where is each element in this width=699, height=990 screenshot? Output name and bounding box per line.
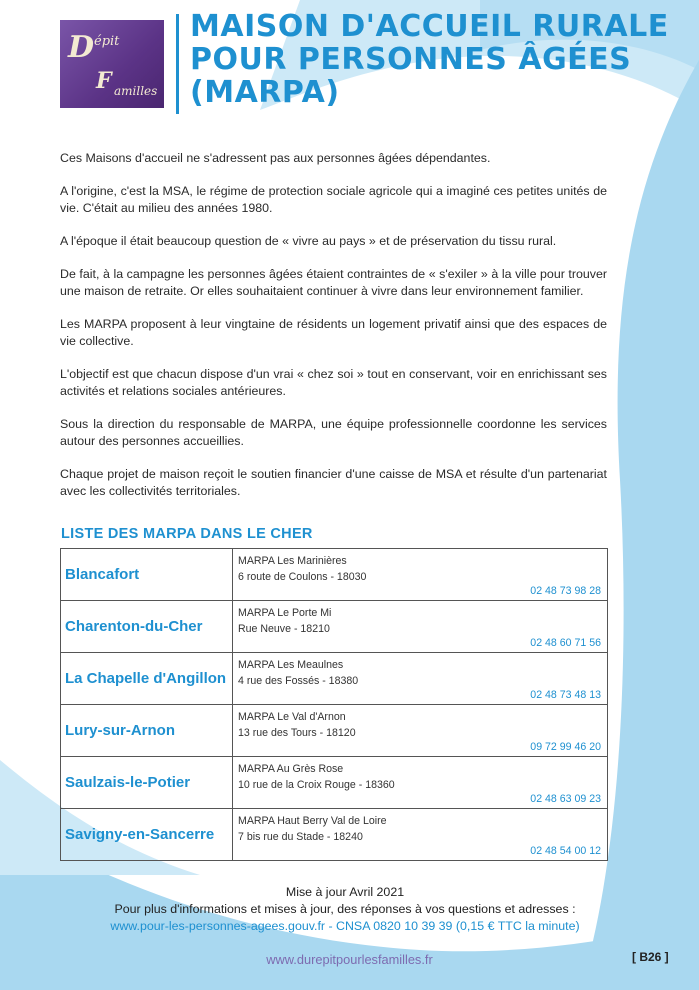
town-name: Charenton-du-Cher bbox=[61, 601, 233, 653]
marpa-name: MARPA Les Meaulnes bbox=[238, 659, 344, 671]
gov-link[interactable]: www.pour-les-personnes-agees.gouv.fr - CNSA 0820 10 39 39 (0,15 € TTC la minute) bbox=[110, 919, 580, 933]
marpa-info bbox=[233, 601, 608, 653]
more-info-text: Pour plus d'informations et mises à jour, des réponses à vos questions et adresses : bbox=[114, 902, 576, 916]
paragraph: Chaque projet de maison reçoit le soutien financier d'une caisse de MSA et résulte d'un partenariat avec les collectivités territoriales. bbox=[60, 467, 607, 498]
intro-text bbox=[60, 150, 607, 516]
paragraph: Sous la direction du responsable de MARPA, une équipe professionnelle coordonne les services autour des personnes accueillies. bbox=[60, 417, 607, 448]
town-name: Saulzais-le-Potier bbox=[61, 757, 233, 809]
marpa-phone: 02 48 54 00 12 bbox=[530, 845, 601, 857]
marpa-info bbox=[233, 757, 608, 809]
marpa-list-heading: LISTE DES MARPA DANS LE CHER bbox=[61, 526, 313, 542]
marpa-name: MARPA Le Val d'Arnon bbox=[238, 711, 346, 723]
marpa-phone: 02 48 60 71 56 bbox=[530, 637, 601, 649]
marpa-info bbox=[233, 809, 608, 861]
table-row bbox=[61, 757, 608, 809]
town-name: Blancafort bbox=[61, 549, 233, 601]
page-title bbox=[190, 9, 669, 110]
marpa-name: MARPA Haut Berry Val de Loire bbox=[238, 815, 387, 827]
table-row bbox=[61, 549, 608, 601]
table-row bbox=[61, 705, 608, 757]
marpa-name: MARPA Au Grès Rose bbox=[238, 763, 344, 775]
marpa-address: 10 rue de la Croix Rouge - 18360 bbox=[238, 779, 395, 791]
paragraph: A l'époque il était beaucoup question de « vivre au pays » et de préservation du tissu rural. bbox=[60, 234, 557, 248]
page-title-line-3: (MARPA) bbox=[190, 75, 340, 110]
marpa-phone: 09 72 99 46 20 bbox=[530, 741, 601, 753]
town-name: Lury-sur-Arnon bbox=[61, 705, 233, 757]
page-title-line-1: MAISON D'ACCUEIL RURALE bbox=[190, 9, 669, 44]
paragraph: L'objectif est que chacun dispose d'un vrai « chez soi » tout en conservant, voir en enrichissant ses activités et relations sociales antérieures. bbox=[60, 367, 607, 398]
marpa-phone: 02 48 73 98 28 bbox=[530, 585, 601, 597]
marpa-info bbox=[233, 653, 608, 705]
marpa-name: MARPA Les Marinières bbox=[238, 555, 347, 567]
marpa-info bbox=[233, 705, 608, 757]
paragraph: De fait, à la campagne les personnes âgées étaient contraintes de « s'exiler » à la ville pour trouver une maison de retraite. Or elles souhaitaient continuer à vivre dans leur environnement familier. bbox=[60, 267, 607, 298]
title-accent-bar bbox=[176, 14, 179, 114]
marpa-table bbox=[60, 548, 608, 861]
page-number: [ B26 ] bbox=[632, 950, 669, 964]
marpa-name: MARPA Le Porte Mi bbox=[238, 607, 332, 619]
marpa-info bbox=[233, 549, 608, 601]
marpa-address: Rue Neuve - 18210 bbox=[238, 623, 330, 635]
paragraph: Ces Maisons d'accueil ne s'adressent pas aux personnes âgées dépendantes. bbox=[60, 151, 491, 165]
marpa-address: 13 rue des Tours - 18120 bbox=[238, 727, 356, 739]
update-date: Mise à jour Avril 2021 bbox=[285, 885, 405, 899]
marpa-address: 6 route de Coulons - 18030 bbox=[238, 571, 367, 583]
footer-info bbox=[40, 884, 650, 935]
website-link[interactable]: www.durepitpourlesfamilles.fr bbox=[266, 952, 433, 967]
marpa-address: 7 bis rue du Stade - 18240 bbox=[238, 831, 363, 843]
table-row bbox=[61, 601, 608, 653]
town-name: La Chapelle d'Angillon bbox=[61, 653, 233, 705]
marpa-address: 4 rue des Fossés - 18380 bbox=[238, 675, 359, 687]
repit-familles-logo: D épit F amilles bbox=[60, 20, 164, 108]
page-title-line-2: POUR PERSONNES ÂGÉES bbox=[190, 42, 632, 77]
town-name: Savigny-en-Sancerre bbox=[61, 809, 233, 861]
paragraph: A l'origine, c'est la MSA, le régime de protection sociale agricole qui a imaginé ces petites unités de vie. C'était au milieu des années 1980. bbox=[60, 184, 607, 215]
table-row bbox=[61, 653, 608, 705]
paragraph: Les MARPA proposent à leur vingtaine de résidents un logement privatif ainsi que des espaces de vie collective. bbox=[60, 317, 607, 348]
marpa-phone: 02 48 73 48 13 bbox=[530, 689, 601, 701]
table-row bbox=[61, 809, 608, 861]
marpa-phone: 02 48 63 09 23 bbox=[530, 793, 601, 805]
